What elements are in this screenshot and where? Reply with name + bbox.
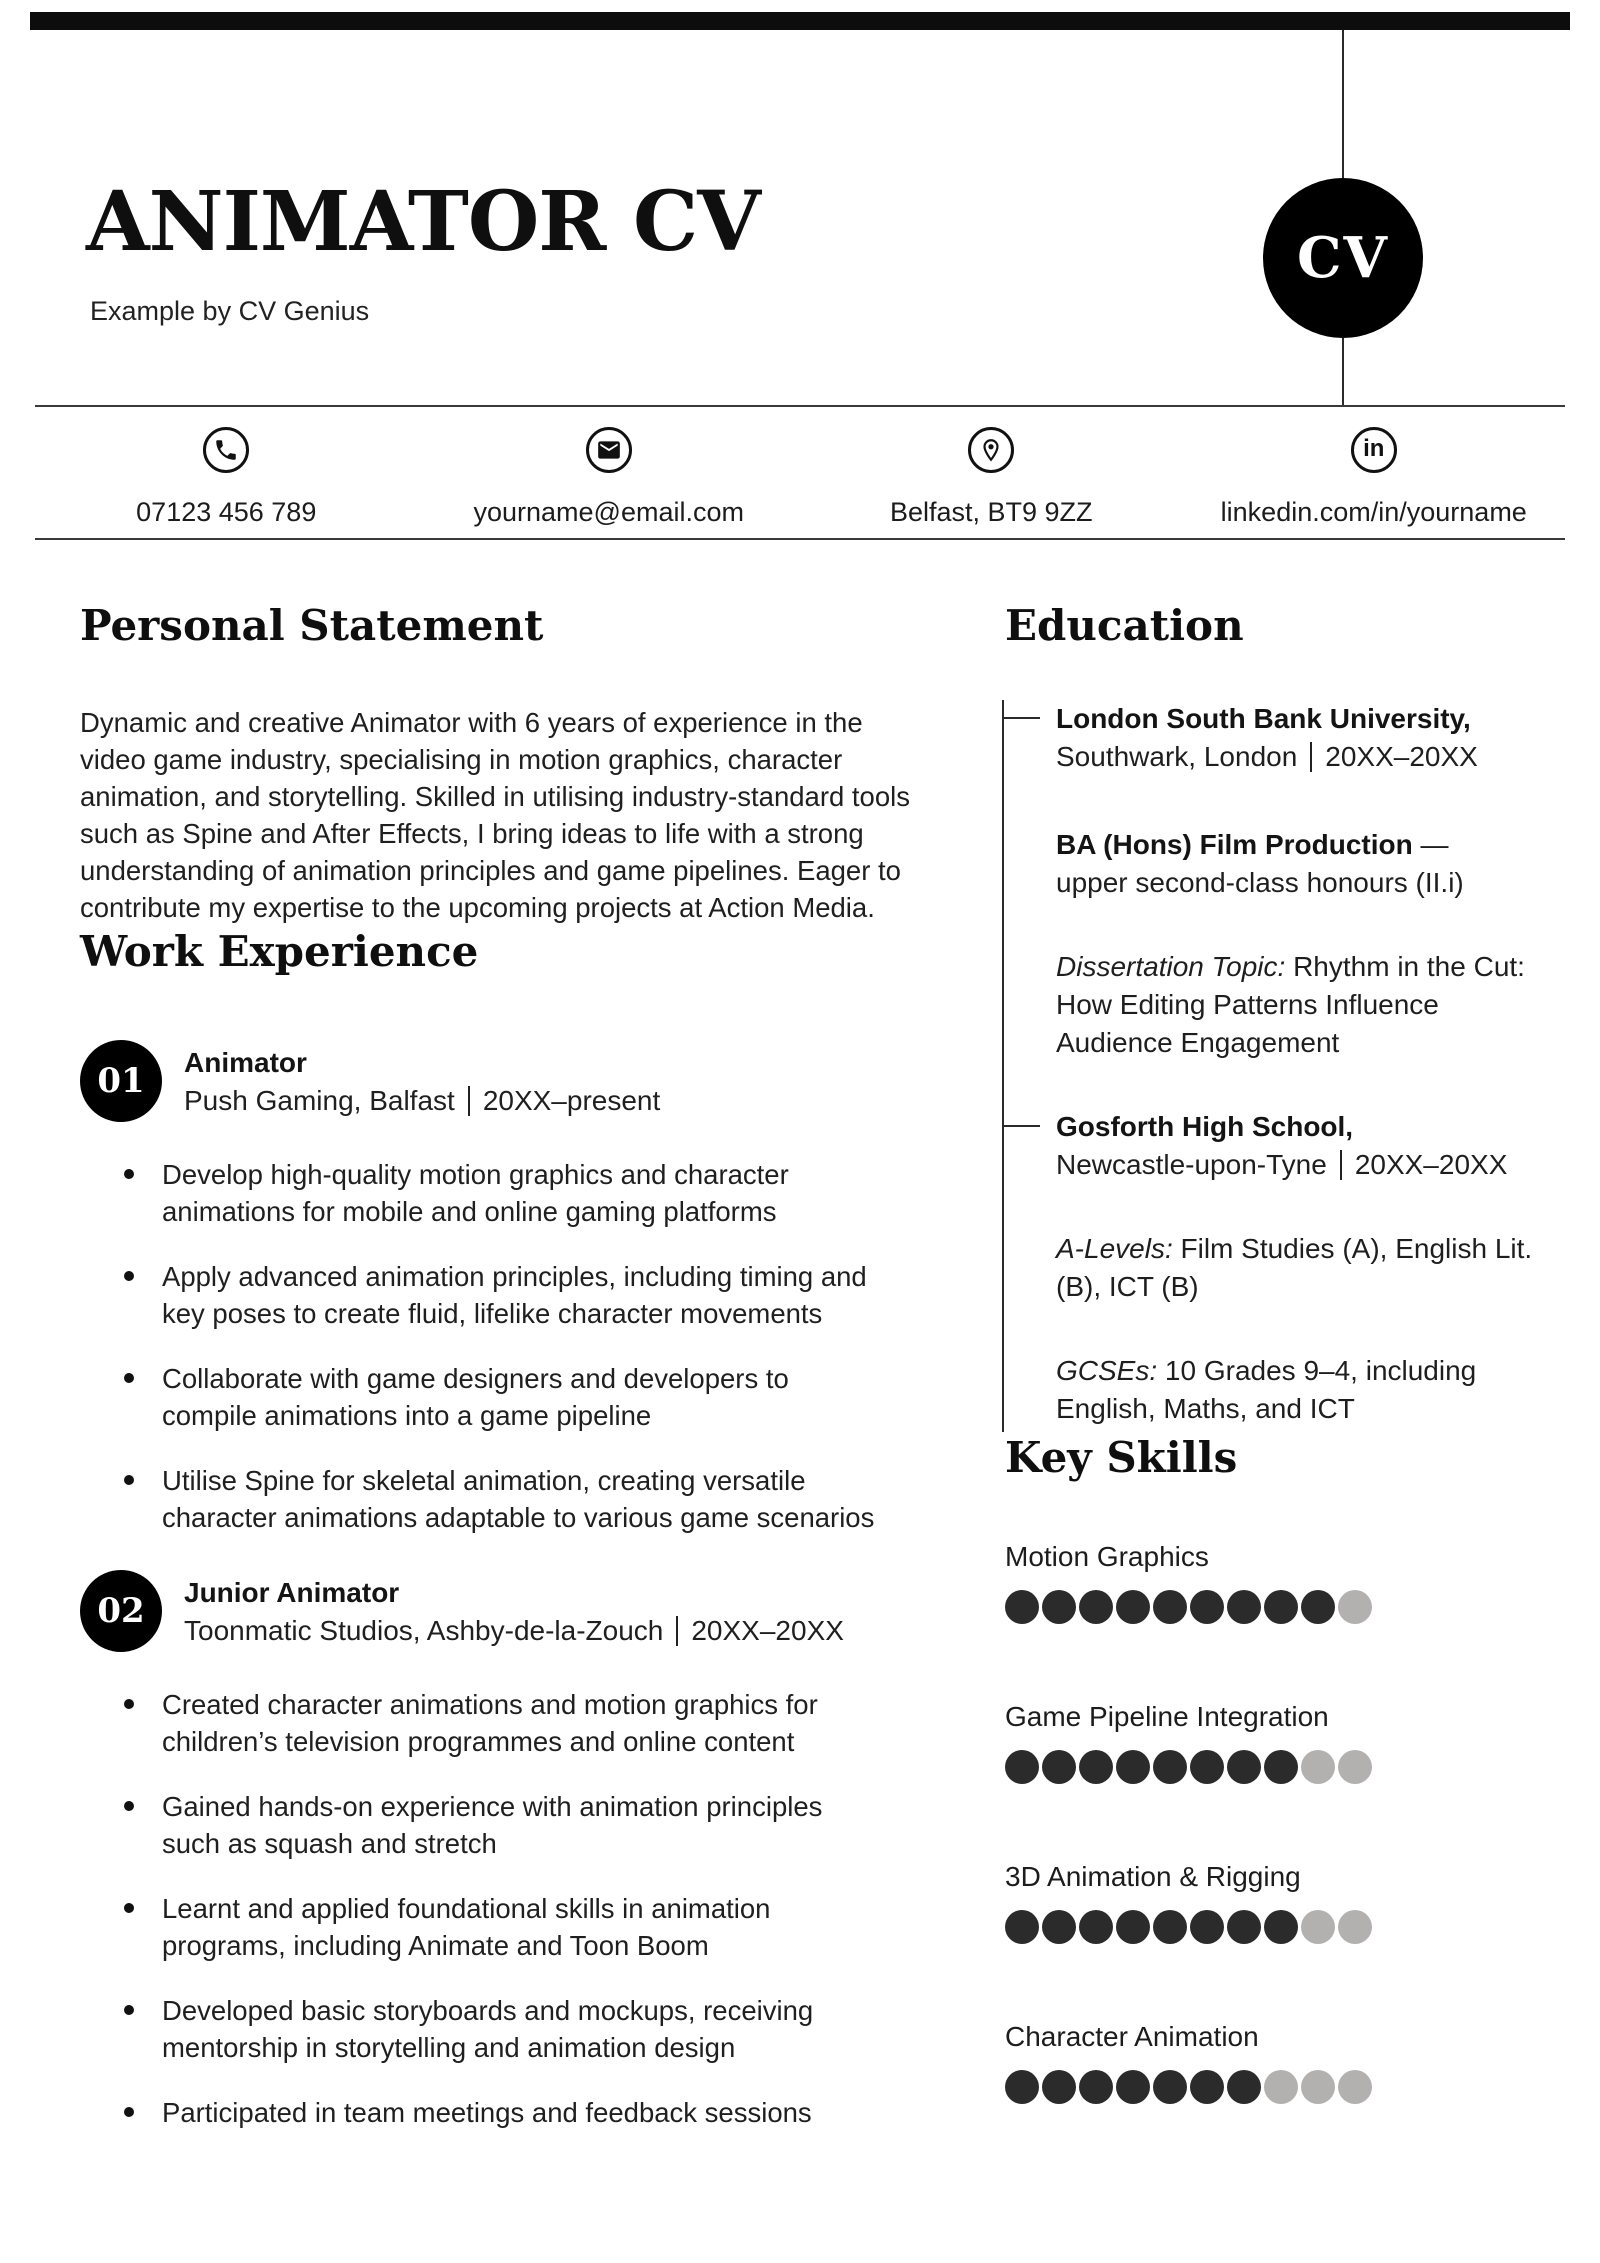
job-2-bullet-5: Participated in team meetings and feedback sessions	[80, 2094, 880, 2131]
skill-dot-empty	[1264, 2070, 1298, 2104]
skill-rating-character-animation	[1005, 2070, 1565, 2104]
school-2-title: Gosforth High School, Newcastle-upon-Tyne 20XX–20XX	[1056, 1108, 1565, 1184]
job-2-subtitle: Toonmatic Studios, Ashby-de-la-Zouch 20XX–20XX	[184, 1615, 844, 1646]
bullet-dot	[124, 2005, 134, 2015]
skill-label-game-pipeline: Game Pipeline Integration	[1005, 1701, 1329, 1732]
skill-dot-filled	[1079, 1910, 1113, 1944]
skill-dot-empty	[1301, 2070, 1335, 2104]
personal-statement-heading: Personal Statement	[80, 601, 544, 650]
skill-dot-filled	[1264, 1590, 1298, 1624]
education-timeline	[1002, 700, 1565, 1432]
top-rule-bar	[30, 12, 1570, 30]
email-icon	[586, 427, 632, 473]
bullet-dot	[124, 2107, 134, 2117]
job-2-bullet-3: Learnt and applied foundational skills in animation programs, including Animate and Toon Boom	[80, 1890, 880, 1964]
job-1-title: Animator	[184, 1047, 307, 1078]
education-heading: Education	[1005, 601, 1244, 650]
school-2-gcses: GCSEs: 10 Grades 9–4, including English, Maths, and ICT	[1056, 1355, 1477, 1424]
bullet-dot	[124, 1801, 134, 1811]
school-1-title: London South Bank University, Southwark, London 20XX–20XX	[1056, 700, 1565, 776]
skill-dot-filled	[1227, 1750, 1261, 1784]
key-skills-heading: Key Skills	[1005, 1433, 1238, 1482]
skill-dot-filled	[1301, 1590, 1335, 1624]
skill-dot-filled	[1116, 2070, 1150, 2104]
skill-dot-filled	[1079, 1750, 1113, 1784]
school-1-degree: BA (Hons) Film Production — upper second-class honours (II.i)	[1056, 829, 1464, 898]
contact-email-value: yourname@email.com	[473, 497, 744, 527]
skill-dot-filled	[1264, 1750, 1298, 1784]
skill-dot-filled	[1227, 1590, 1261, 1624]
skill-dot-filled	[1153, 1750, 1187, 1784]
job-2-title: Junior Animator	[184, 1577, 400, 1608]
contact-location	[800, 427, 1183, 538]
linkedin-icon: in	[1351, 427, 1397, 473]
school-1-dissertation: Dissertation Topic: Rhythm in the Cut: How Editing Patterns Influence Audience Engagement	[1056, 951, 1525, 1058]
skill-dot-filled	[1264, 1910, 1298, 1944]
contact-phone	[35, 427, 418, 538]
school-2-alevels: A-Levels: Film Studies (A), English Lit. (B), ICT (B)	[1056, 1233, 1533, 1302]
left-column	[80, 600, 925, 2159]
skill-dot-empty	[1338, 1750, 1372, 1784]
contact-location-value: Belfast, BT9 9ZZ	[889, 497, 1093, 527]
job-1-header	[80, 1040, 925, 1126]
skill-dot-empty	[1338, 1910, 1372, 1944]
bullet-dot	[124, 1373, 134, 1383]
contact-phone-value: 07123 456 789	[136, 497, 317, 527]
job-2-number-badge: 02	[80, 1570, 162, 1652]
job-1-bullet-3: Collaborate with game designers and developers to compile animations into a game pipeline	[80, 1360, 880, 1434]
skill-dot-filled	[1153, 1590, 1187, 1624]
skill-dot-filled	[1079, 2070, 1113, 2104]
skill-dot-filled	[1042, 2070, 1076, 2104]
job-2-header	[80, 1570, 925, 1656]
skill-dot-filled	[1005, 1750, 1039, 1784]
page-title: ANIMATOR CV	[86, 174, 760, 270]
location-icon	[968, 427, 1014, 473]
skill-dot-empty	[1301, 1910, 1335, 1944]
skill-dot-filled	[1042, 1910, 1076, 1944]
timeline-tick	[1002, 1125, 1040, 1127]
bullet-dot	[124, 1699, 134, 1709]
skill-dot-filled	[1190, 1910, 1224, 1944]
skill-dot-filled	[1227, 2070, 1261, 2104]
skill-dot-filled	[1005, 1590, 1039, 1624]
skill-label-motion-graphics: Motion Graphics	[1005, 1541, 1209, 1572]
right-column	[1005, 600, 1565, 2104]
skill-label-character-animation: Character Animation	[1005, 2021, 1259, 2052]
skill-dot-filled	[1153, 1910, 1187, 1944]
skill-dot-empty	[1338, 1590, 1372, 1624]
job-2-bullets	[80, 1686, 925, 2131]
bullet-dot	[124, 1169, 134, 1179]
skill-dot-filled	[1116, 1910, 1150, 1944]
skill-dot-filled	[1190, 1590, 1224, 1624]
job-1-subtitle: Push Gaming, Balfast 20XX–present	[184, 1085, 661, 1116]
contact-email	[418, 427, 801, 538]
divider-bar	[676, 1616, 678, 1646]
skill-rating-motion-graphics	[1005, 1590, 1565, 1624]
skill-dot-filled	[1190, 2070, 1224, 2104]
skill-dot-filled	[1042, 1590, 1076, 1624]
skill-dot-filled	[1005, 1910, 1039, 1944]
job-2-bullet-4: Developed basic storyboards and mockups, receiving mentorship in storytelling and animation design	[80, 1992, 880, 2066]
contact-linkedin	[1183, 427, 1566, 538]
skill-dot-filled	[1153, 2070, 1187, 2104]
skill-label-3d-animation: 3D Animation & Rigging	[1005, 1861, 1301, 1892]
job-2-bullet-1: Created character animations and motion graphics for children’s television programmes and online content	[80, 1686, 880, 1760]
divider-bar	[1340, 1150, 1342, 1180]
job-1-bullet-4: Utilise Spine for skeletal animation, creating versatile character animations adaptable to various game scenarios	[80, 1462, 880, 1536]
contact-bar	[35, 405, 1565, 540]
skill-dot-filled	[1042, 1750, 1076, 1784]
skill-dot-filled	[1190, 1750, 1224, 1784]
phone-icon	[203, 427, 249, 473]
work-experience-heading: Work Experience	[80, 927, 479, 976]
skill-dot-filled	[1116, 1750, 1150, 1784]
skill-dot-filled	[1116, 1590, 1150, 1624]
job-1-bullet-2: Apply advanced animation principles, including timing and key poses to create fluid, lifelike character movements	[80, 1258, 880, 1332]
bullet-dot	[124, 1271, 134, 1281]
job-1-bullet-1: Develop high-quality motion graphics and character animations for mobile and online gaming platforms	[80, 1156, 880, 1230]
job-1-number-badge: 01	[80, 1040, 162, 1122]
bullet-dot	[124, 1475, 134, 1485]
contact-linkedin-value: linkedin.com/in/yourname	[1220, 497, 1527, 527]
divider-bar	[1310, 742, 1312, 772]
skill-dot-filled	[1005, 2070, 1039, 2104]
cv-logo-text: CV	[1296, 225, 1390, 291]
timeline-tick	[1002, 717, 1040, 719]
cv-logo-badge	[1263, 178, 1423, 338]
skill-rating-3d-animation	[1005, 1910, 1565, 1944]
personal-statement-body: Dynamic and creative Animator with 6 years of experience in the video game industry, specialising in motion graphics, character animation, and storytelling. Skilled in utilising industry-standard tools such as Spine and After Effects, I bring ideas to life with a strong understanding of animation principles and game pipelines. Eager to contribute my expertise to the upcoming projects at Action Media.	[80, 707, 911, 923]
divider-bar	[468, 1086, 470, 1116]
job-2-bullet-2: Gained hands-on experience with animation principles such as squash and stretch	[80, 1788, 880, 1862]
bullet-dot	[124, 1903, 134, 1913]
skill-dot-empty	[1301, 1750, 1335, 1784]
skill-dot-filled	[1079, 1590, 1113, 1624]
skill-dot-filled	[1227, 1910, 1261, 1944]
job-1-bullets	[80, 1156, 925, 1536]
skill-dot-empty	[1338, 2070, 1372, 2104]
skill-rating-game-pipeline	[1005, 1750, 1565, 1784]
page-subtitle: Example by CV Genius	[90, 296, 370, 326]
